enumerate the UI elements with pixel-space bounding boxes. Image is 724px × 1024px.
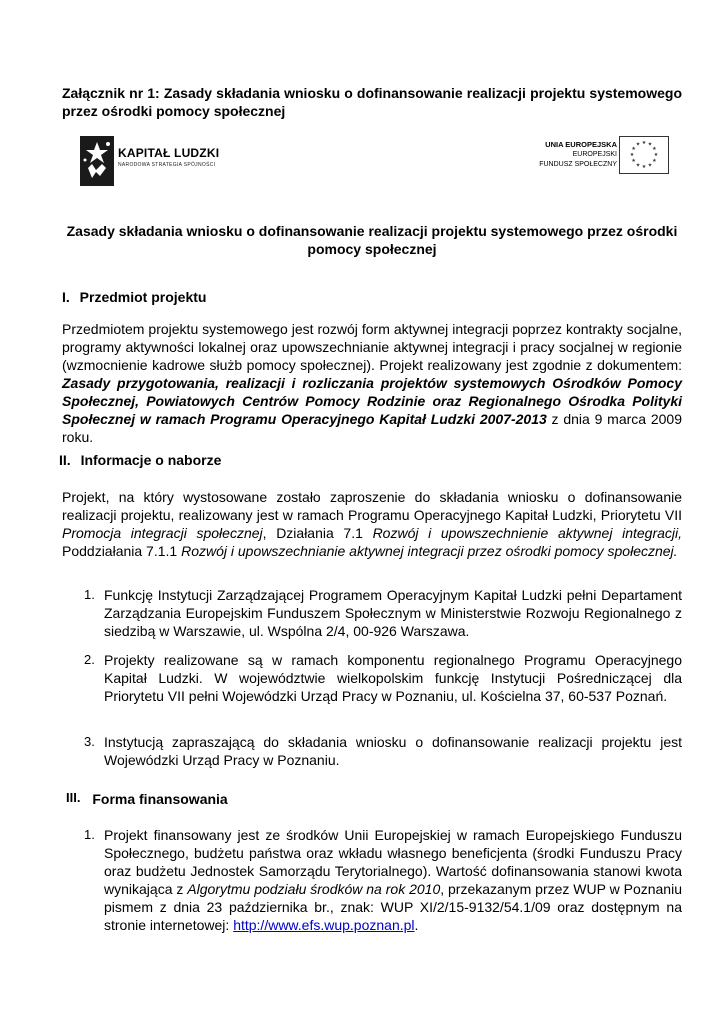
list-item-text: Instytucją zapraszającą do składania wniosku o dofinansowanie realizacji projektu jest Wojewódzki Urząd Pracy w Poznaniu. xyxy=(104,734,682,768)
priority-name: Promocja integracji społecznej xyxy=(62,525,263,541)
list-item-number: 3. xyxy=(84,734,95,749)
section-2-intro xyxy=(62,488,682,560)
svg-text:★: ★ xyxy=(635,141,641,148)
list-item-text: Funkcję Instytucji Zarządzającej Programem Operacyjnym Kapitał Ludzki pełni Departament Zarządzania Europejskim Funduszem Społecznym w Ministerstwie Rozwoju Regionalnego z siedzibą w Warszawie, ul. Wspólna 2/4, 00-926 Warszawa. xyxy=(104,587,682,639)
svg-text:★: ★ xyxy=(647,141,653,148)
eu-logo xyxy=(515,132,675,180)
submeasure-name: Rozwój i upowszechnianie aktywnej integracji przez ośrodki pomocy społecznej. xyxy=(181,543,678,559)
svg-text:★: ★ xyxy=(652,158,657,164)
eu-logo-line1: UNIA EUROPEJSKA xyxy=(545,140,617,149)
svg-text:★: ★ xyxy=(653,152,659,158)
financing-text-d: . xyxy=(414,917,419,933)
attachment-title: Załącznik nr 1: Zasady składania wniosku o dofinansowanie realizacji projektu systemowego przez ośrodki pomocy społecznej xyxy=(62,85,682,119)
efs-website-link[interactable]: http://www.efs.wup.poznan.pl xyxy=(233,917,415,933)
section-2-heading xyxy=(59,451,221,469)
svg-text:★: ★ xyxy=(641,140,647,146)
eu-logo-line3: FUNDUSZ SPOŁECZNY xyxy=(539,161,617,168)
kapital-ludzki-subtitle: NARODOWA STRATEGIA SPÓJNOŚCI xyxy=(118,162,216,168)
kapital-ludzki-logo xyxy=(66,128,246,192)
section-2-intro-c: , Działania 7.1 xyxy=(262,525,373,541)
list-item-text: Projekty realizowane są w ramach komponentu regionalnego Programu Operacyjnego Kapitał Ludzki. W województwie wielkopolskim funkcję Instytucji Pośredniczącej dla Priorytetu VII pełni Wojewódzki Urząd Pracy w Poznaniu, ul. Kościelna 37, 60-537 Poznań. xyxy=(104,652,682,704)
section-1-number: I. xyxy=(62,289,70,305)
section-1-text-c: z dnia 9 marca 2009 roku. xyxy=(62,411,682,445)
eu-logo-text xyxy=(539,140,617,170)
measure-name: Rozwój i upowszechnienie aktywnej integracji, xyxy=(372,525,683,541)
svg-text:★: ★ xyxy=(635,162,641,169)
section-1-title: Przedmiot projektu xyxy=(79,289,207,305)
list-item-number: 2. xyxy=(84,652,95,667)
svg-text:★: ★ xyxy=(641,164,647,170)
kapital-ludzki-emblem-icon xyxy=(76,132,120,190)
section-3-title: Forma finansowania xyxy=(92,791,228,807)
section-1-text-a: Przedmiotem projektu systemowego jest rozwój form aktywnej integracji poprzez kontrakty socjalne, programy aktywności lokalnej oraz upowszechnianie aktywnej integracji i pracy socjalnej w regionie (wzmocnienie kadrowe służb pomocy społecznej). Projekt realizowany jest zgodnie z dokumentem: xyxy=(62,321,682,373)
list-item-number: 1. xyxy=(84,827,95,842)
svg-text:★: ★ xyxy=(652,146,657,152)
algorithm-name: Algorytmu podziału środków na rok 2010 xyxy=(187,881,441,897)
svg-text:★: ★ xyxy=(647,162,653,169)
section-1-heading xyxy=(62,288,206,306)
svg-text:★: ★ xyxy=(629,152,635,158)
list-item-number: 1. xyxy=(84,587,95,602)
section-3-heading xyxy=(66,788,228,807)
section-1-paragraph xyxy=(62,320,682,446)
section-2-intro-e: Poddziałania 7.1.1 xyxy=(62,543,182,559)
section-3-number: III. xyxy=(66,790,81,805)
section-2-number: II. xyxy=(59,452,71,468)
financing-text-a: Projekt finansowany jest ze środków Unii Europejskiej w ramach Europejskiego Funduszu Społecznego, budżetu państwa oraz wkładu własnego beneficjenta (środki Funduszu Pracy oraz budżetu Jednostek Samorządu Terytorialnego). Wartość dofinansowania stanowi kwota wynikająca z xyxy=(104,827,682,897)
svg-text:★: ★ xyxy=(631,146,636,152)
financing-text-c: , przekazanym przez WUP w Poznaniu pismem z dnia 23 października br., znak: WUP XI/2/15-9132/54.1/09 oraz dostępnym na stronie internetowej: xyxy=(104,881,682,933)
kapital-ludzki-name: KAPITAŁ LUDZKI xyxy=(118,146,220,160)
section-2-intro-a: Projekt, na który wystosowane zostało zaproszenie do składania wniosku o dofinansowanie realizacji projektu, realizowany jest w ramach Programu Operacyjnego Kapitał Ludzki, Priorytetu VII xyxy=(62,489,682,523)
list-item-text xyxy=(104,826,682,934)
document-title: Zasady składania wniosku o dofinansowanie realizacji projektu systemowego przez ośrodki pomocy społecznej xyxy=(66,223,678,257)
section-1-document-name: Zasady przygotowania, realizacji i rozliczania projektów systemowych Ośrodków Pomocy Społecznej, Powiatowych Centrów Pomocy Rodzinie oraz Regionalnego Ośrodka Polityki Społecznej w ramach Programu Operacyjnego Kapitał Ludzki 2007-2013 xyxy=(62,375,682,427)
svg-text:★: ★ xyxy=(631,158,636,164)
section-2-title: Informacje o naborze xyxy=(80,452,222,468)
eu-logo-line2: EUROPEJSKI xyxy=(572,151,617,158)
eu-flag-icon xyxy=(619,136,669,174)
